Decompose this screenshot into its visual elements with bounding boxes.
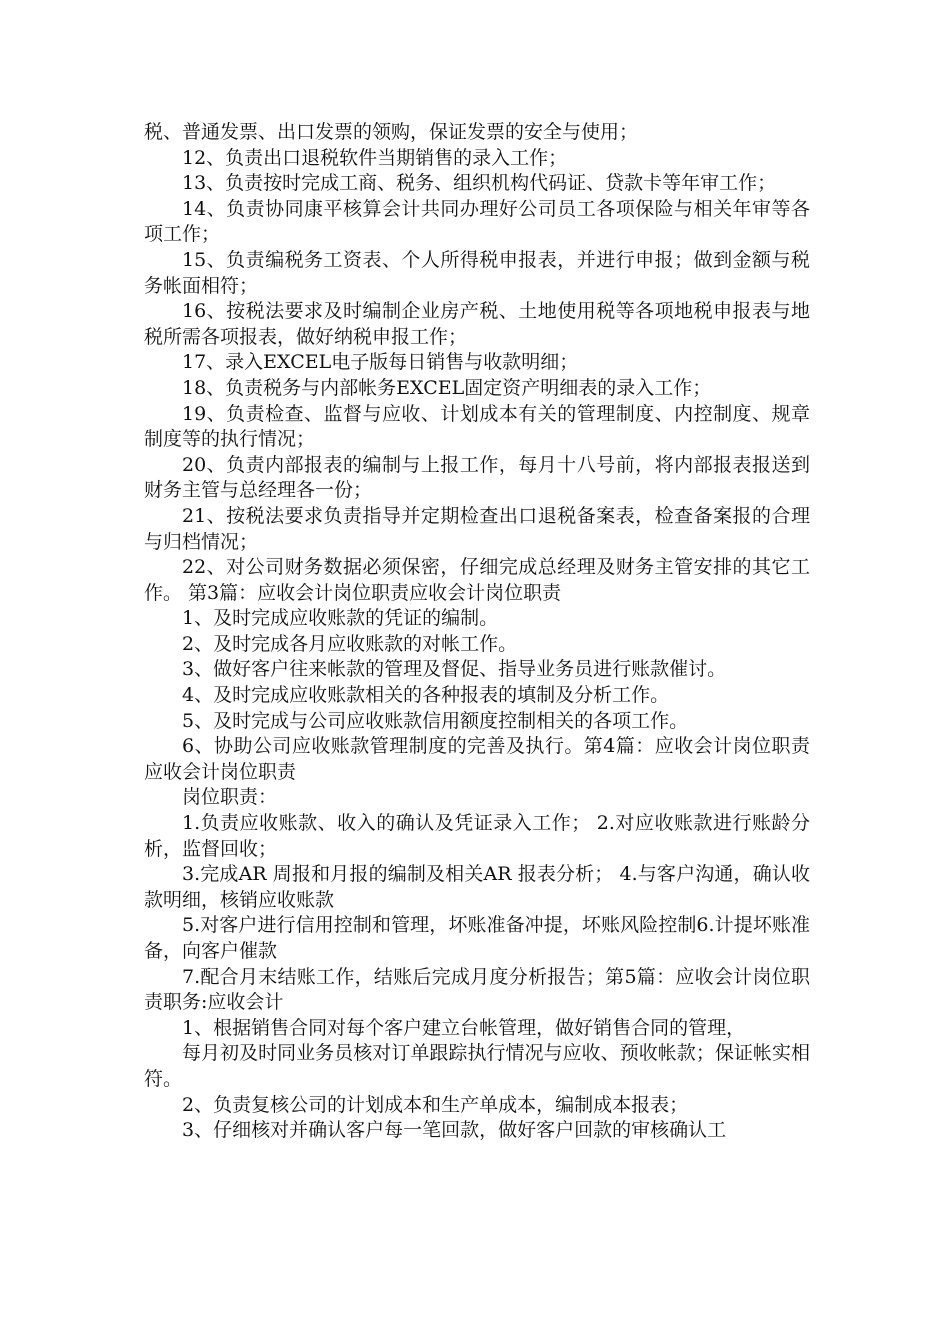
paragraph: 2、负责复核公司的计划成本和生产单成本，编制成本报表；	[182, 1093, 689, 1116]
paragraph: 16、按税法要求及时编制企业房产税、土地使用税等各项地税申报表与地税所需各项报表，做好纳税申报工作；	[144, 300, 810, 348]
paragraph: 18、负责税务与内部帐务EXCEL固定资产明细表的录入工作；	[182, 376, 712, 399]
paragraph: 7.配合月末结账工作，结账后完成月度分析报告；第5篇：应收会计岗位职责职务:应收会计	[144, 965, 810, 1014]
paragraph: 1、根据销售合同对每个客户建立台帐管理，做好销售合同的管理，	[182, 1016, 746, 1039]
paragraph: 15、负责编税务工资表、个人所得税申报表，并进行申报；做到金额与税务帐面相符；	[144, 248, 810, 297]
paragraph: 3、仔细核对并确认客户每一笔回款，做好客户回款的审核确认工	[182, 1119, 727, 1142]
paragraph: 13、负责按时完成工商、税务、组织机构代码证、贷款卡等年审工作；	[182, 172, 777, 195]
paragraph: 每月初及时同业务员核对订单跟踪执行情况与应收、预收帐款；保证帐实相符。	[144, 1042, 810, 1090]
paragraph: 2、及时完成各月应收账款的对帐工作。	[182, 632, 518, 655]
paragraph: 17、录入EXCEL电子版每日销售与收款明细；	[182, 351, 579, 374]
paragraph: 5、及时完成与公司应收账款信用额度控制相关的各项工作。	[182, 709, 689, 732]
paragraph: 3.完成AR 周报和月报的编制及相关AR 报表分析； 4.与客户沟通，确认收款明细，核销应收账款	[144, 863, 810, 911]
paragraph: 4、及时完成应收账款相关的各种报表的填制及分析工作。	[182, 684, 670, 707]
paragraph: 20、负责内部报表的编制与上报工作，每月十八号前，将内部报表报送到财务主管与总经理各一份；	[144, 453, 810, 502]
paragraph: 3、做好客户往来帐款的管理及督促、指导业务员进行账款催讨。	[182, 658, 727, 681]
paragraph: 岗位职责：	[182, 786, 278, 809]
paragraph: 12、负责出口退税软件当期销售的录入工作；	[182, 146, 568, 169]
paragraph: 19、负责检查、监督与应收、计划成本有关的管理制度、内控制度、规章制度等的执行情况；	[144, 402, 810, 451]
paragraph: 6、协助公司应收账款管理制度的完善及执行。第4篇：应收会计岗位职责应收会计岗位职责	[144, 735, 810, 783]
paragraph: 22、对公司财务数据必须保密，仔细完成总经理及财务主管安排的其它工作。 第3篇：应收会计岗位职责应收会计岗位职责	[144, 556, 810, 604]
paragraph: 1.负责应收账款、收入的确认及凭证录入工作； 2.对应收账款进行账龄分析，监督回收；	[144, 812, 810, 860]
paragraph: 21、按税法要求负责指导并定期检查出口退税备案表，检查备案报的合理与归档情况；	[144, 504, 810, 553]
paragraph: 1、及时完成应收账款的凭证的编制。	[182, 607, 499, 630]
paragraph: 税、普通发票、出口发票的领购，保证发票的安全与使用；	[144, 121, 639, 143]
paragraph: 5.对客户进行信用控制和管理，坏账准备冲提，坏账风险控制6.计提坏账准备，向客户催款	[144, 914, 810, 962]
paragraph: 14、负责协同康平核算会计共同办理好公司员工各项保险与相关年审等各项工作；	[144, 197, 810, 246]
document-body	[144, 120, 810, 1144]
